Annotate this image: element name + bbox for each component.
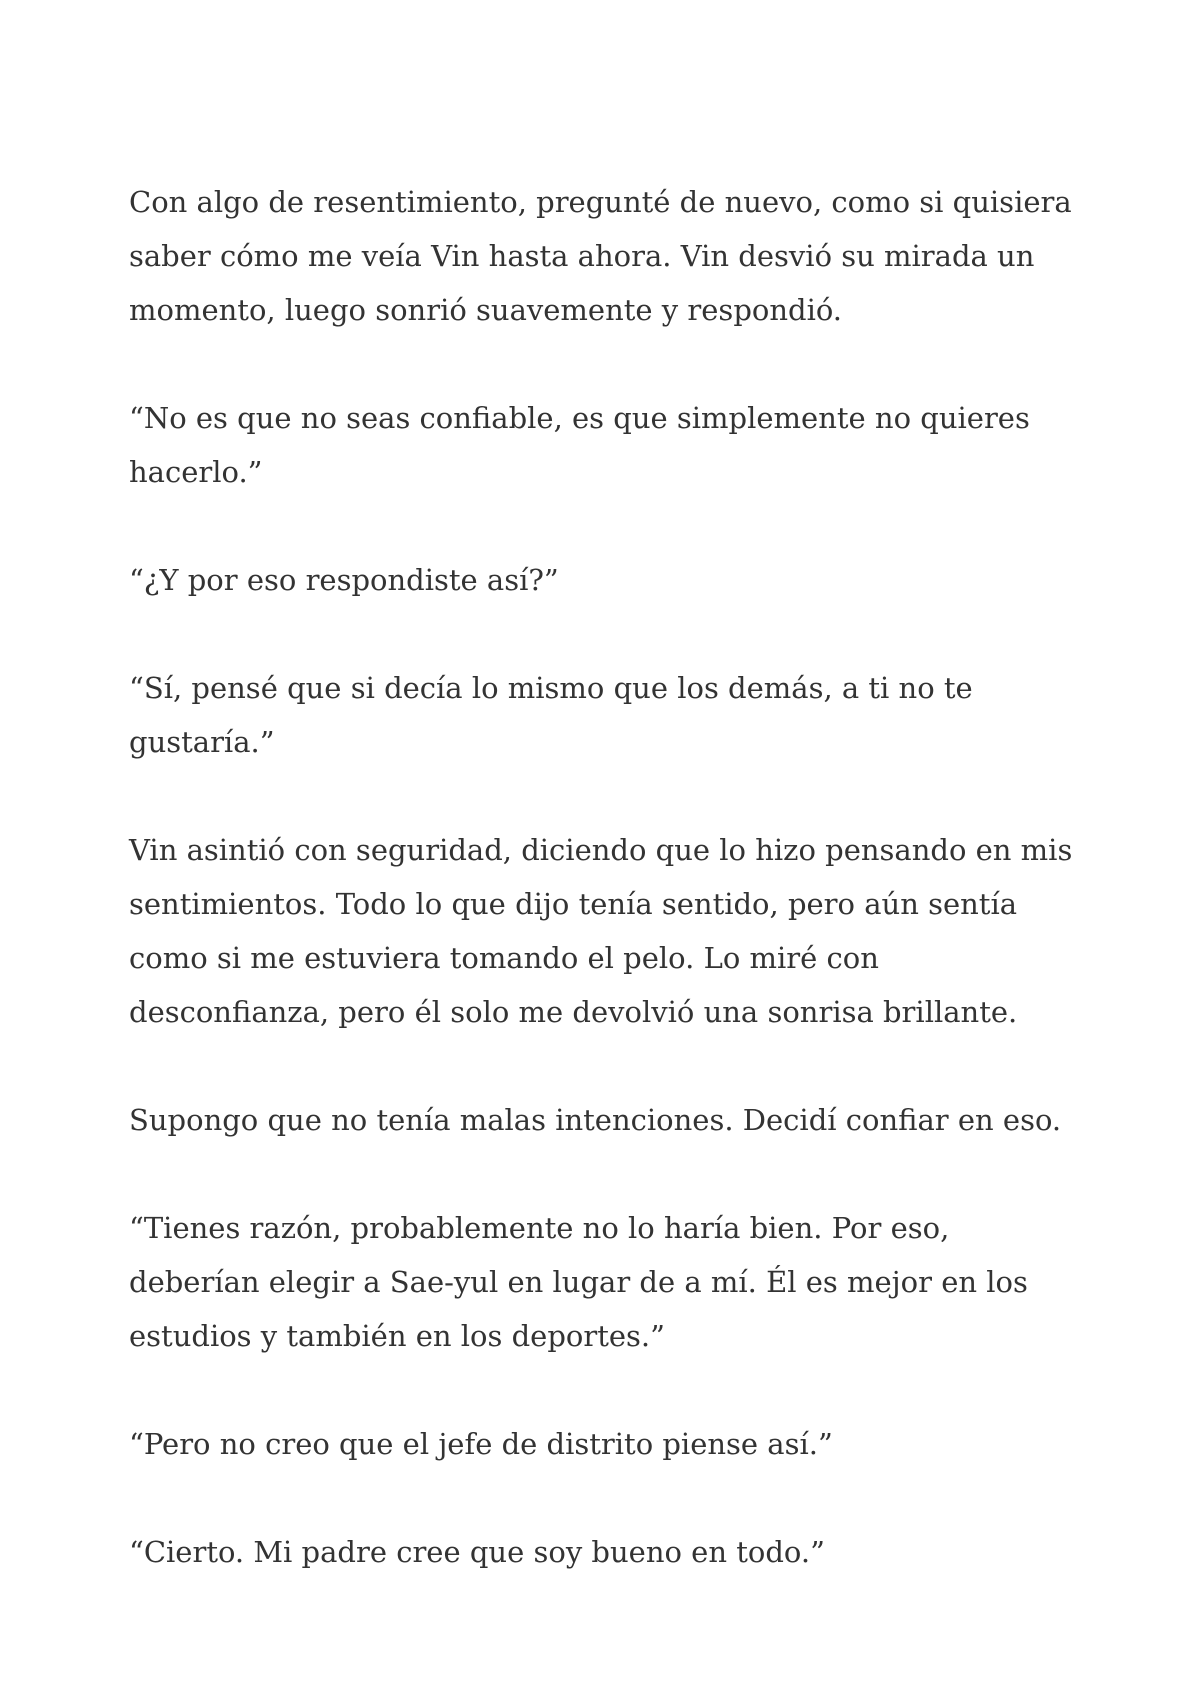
paragraph: “Tienes razón, probablemente no lo haría bien. Por eso, deberían elegir a Sae-yul en lugar de a mí. Él es mejor en los estudios y también en los deportes.” (129, 1211, 1028, 1353)
paragraph: Supongo que no tenía malas intenciones. Decidí confiar en eso. (129, 1103, 1062, 1137)
paragraph: “Cierto. Mi padre cree que soy bueno en todo.” (129, 1535, 825, 1569)
paragraph: Vin asintió con seguridad, diciendo que lo hizo pensando en mis sentimientos. Todo lo que dijo tenía sentido, pero aún sentía como si me estuviera tomando el pelo. Lo miré con desconfianza, pero él solo me devolvió una sonrisa brillante. (129, 833, 1073, 1029)
paragraph: Con algo de resentimiento, pregunté de nuevo, como si quisiera saber cómo me veía Vin hasta ahora. Vin desvió su mirada un momento, luego sonrió suavemente y respondió. (129, 185, 1072, 327)
paragraph: “Sí, pensé que si decía lo mismo que los demás, a ti no te gustaría.” (129, 671, 973, 759)
paragraph: “Pero no creo que el jefe de distrito piense así.” (129, 1427, 833, 1461)
paragraph: “¿Y por eso respondiste así?” (129, 563, 559, 597)
paragraph: “No es que no seas confiable, es que simplemente no quieres hacerlo.” (129, 401, 1030, 489)
document-body (129, 175, 1079, 1579)
